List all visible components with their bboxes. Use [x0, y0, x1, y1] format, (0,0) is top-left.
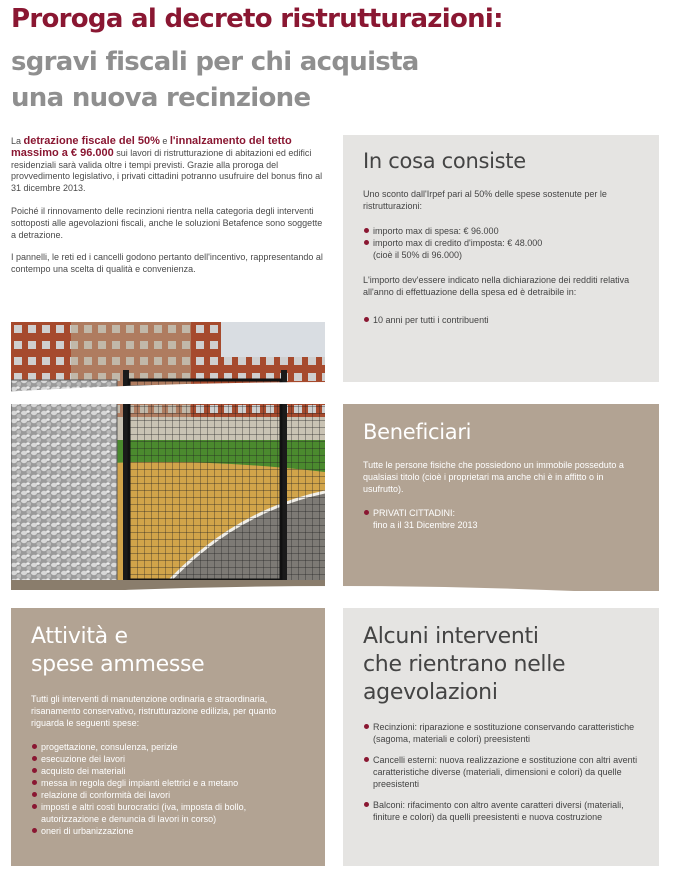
fence-gate-photo [11, 322, 325, 590]
intro-paragraph-2: Poiché il rinnovamento delle recinzioni rientra nella categoria degli interventi sottoposti alle agevolazioni fiscali, anche le soluzioni Betafence sono soggette a detrazione. [11, 205, 323, 240]
bullet-list [363, 507, 639, 531]
intro-paragraph-1: La detrazione fiscale del 50% e l'innalzamento del tetto massimo a € 96.000 sui lavori di ristrutturazione di abitazioni ed edifici residenziali sarà valida oltre i tempi previsti. Grazie alla proroga del provvedimento legislativo, i privati cittadini potranno usufruire del bonus fino al 31 dicembre 2013. [11, 135, 323, 194]
bullet-list [363, 314, 639, 326]
list-item: importo max di credito d'imposta: € 48.000 (cioè il 50% di 96.000) [363, 237, 639, 261]
page-title: Proroga al decreto ristrutturazioni: [11, 4, 503, 34]
list-item: progettazione, consulenza, perizie [31, 741, 305, 753]
subtitle-line-1: sgravi fiscali per chi acquista [11, 47, 419, 77]
bullet-list [363, 225, 639, 261]
panel-heading: Alcuni interventi che rientrano nelle agevolazioni [363, 624, 566, 705]
wave-divider [0, 378, 673, 404]
subtitle-line-2: una nuova recinzione [11, 83, 311, 113]
list-item: esecuzione dei lavori [31, 753, 305, 765]
list-item: oneri di urbanizzazione [31, 825, 305, 837]
panel-beneficiari [343, 396, 659, 591]
panel-in-cosa-consiste [343, 135, 659, 382]
intro-paragraph-3: I pannelli, le reti ed i cancelli godono pertanto dell'incentivo, rappresentando al contempo una scelta di qualità e convenienza. [11, 252, 323, 275]
list-item: Recinzioni: riparazione e sostituzione conservando caratteristiche (sagoma, materiali e colori) preesistenti [363, 721, 639, 745]
highlight-tetto: l'innalzamento del tetto massimo a € 96.000 [11, 135, 292, 159]
list-item: messa in regola degli impianti elettrici e a metano [31, 777, 305, 789]
panel-text: Uno sconto dall'Irpef pari al 50% delle spese sostenute per le ristrutturazioni: [363, 189, 607, 211]
list-item: Balconi: rifacimento con altro avente caratteri diversi (materiali, finiture e colori) da quelli preesistenti e nuova costruzione [363, 799, 639, 823]
bullet-list [31, 741, 305, 837]
panel-heading: Beneficiari [363, 420, 472, 444]
list-item: 10 anni per tutti i contribuenti [363, 314, 639, 326]
list-item: importo max di spesa: € 96.000 [363, 225, 639, 237]
panel-text: Tutti gli interventi di manutenzione ordinaria e straordinaria, risanamento conservativo, ristrutturazione edilizia, per quanto riguarda le seguenti spese: [31, 694, 277, 728]
page-subtitle [11, 44, 666, 116]
intro-text [11, 136, 324, 287]
list-item: acquisto dei materiali [31, 765, 305, 777]
wave-divider [0, 582, 673, 608]
list-item: imposti e altri costi burocratici (iva, imposta di bollo, autorizzazione e denuncia di lavori in corso) [31, 801, 305, 825]
panel-attivita-spese [11, 598, 325, 866]
highlight-detrazione: detrazione fiscale del 50% [23, 135, 160, 147]
photo-illustration [11, 322, 325, 590]
list-item: relazione di conformità dei lavori [31, 789, 305, 801]
list-item: PRIVATI CITTADINI: fino a il 31 Dicembre 2013 [363, 507, 639, 531]
bullet-list [363, 721, 639, 823]
panel-heading: In cosa consiste [363, 149, 526, 173]
panel-text: L'importo dev'essere indicato nella dichiarazione dei redditi relativa all'anno di effettuazione della spesa ed è detraibile in: [363, 275, 630, 297]
panel-heading: Attività e spese ammesse [31, 624, 205, 677]
panel-text: Tutte le persone fisiche che possiedono un immobile posseduto a qualsiasi titolo (cioè i proprietari ma anche chi è in affitto o in usufrutto). [363, 460, 624, 494]
list-item: Cancelli esterni: nuova realizzazione e sostituzione con altri aventi caratteristiche diverse (materiali, dimensioni e colori) da quelle preesistenti [363, 754, 639, 790]
panel-alcuni-interventi [343, 598, 659, 866]
